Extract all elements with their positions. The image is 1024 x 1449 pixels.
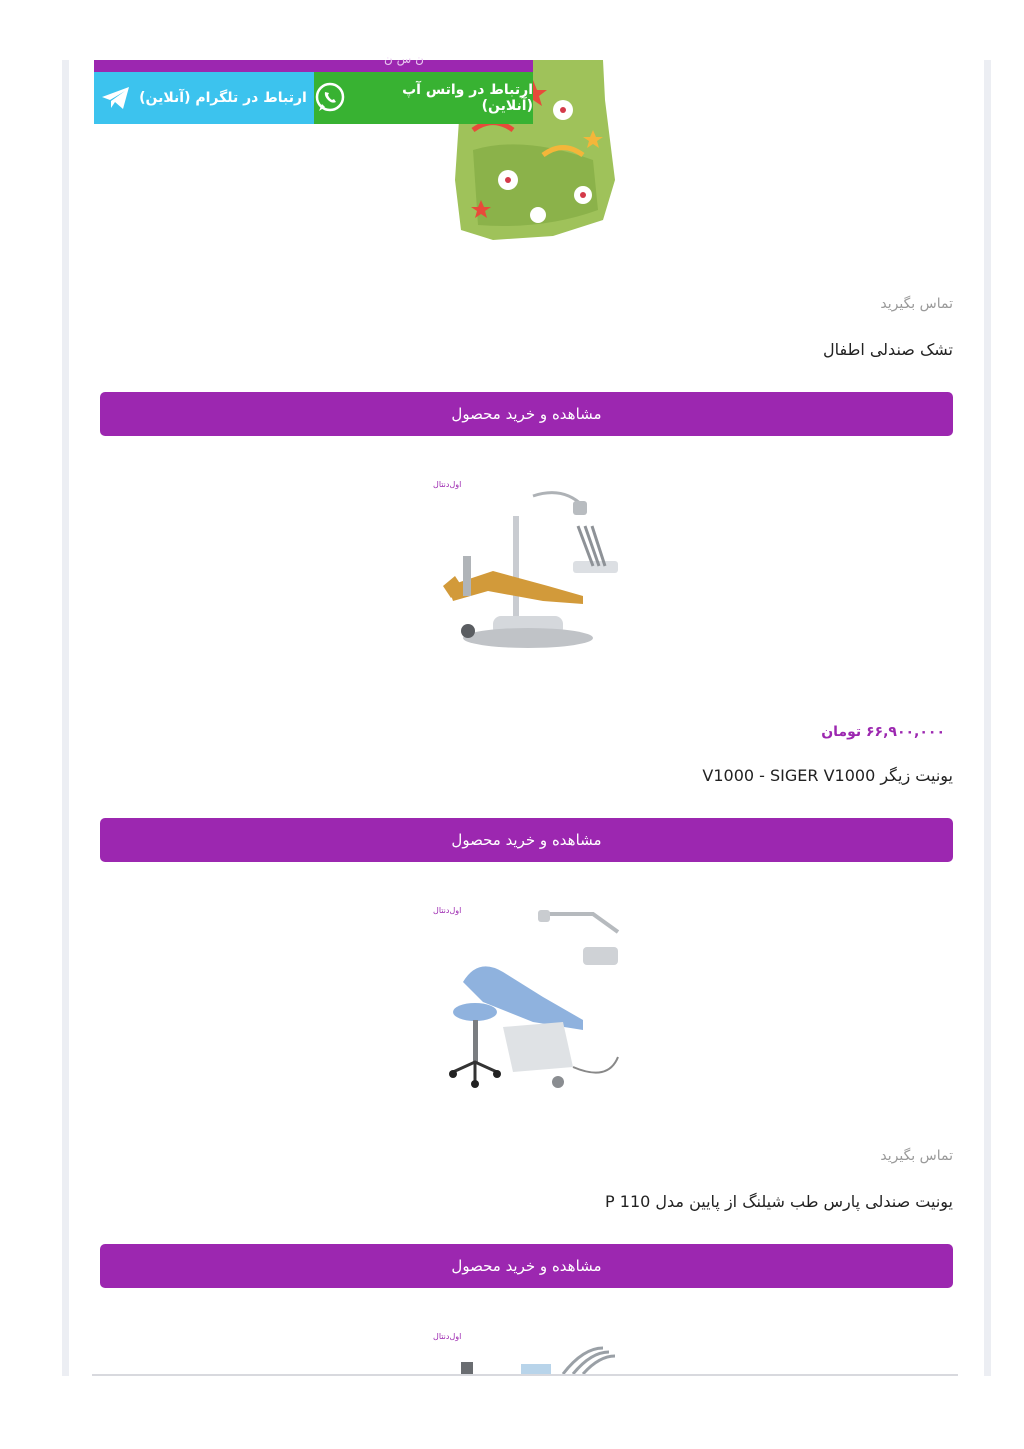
view-and-buy-button[interactable]: مشاهده و خرید محصول bbox=[100, 1244, 953, 1288]
product-price: تماس بگیرید bbox=[880, 1148, 953, 1164]
brand-watermark: اول‌دنتال bbox=[433, 480, 462, 489]
frame-right bbox=[984, 60, 991, 1376]
whatsapp-contact-button[interactable] bbox=[314, 72, 533, 124]
brand-watermark: اول‌دنتال bbox=[433, 1332, 462, 1341]
whatsapp-icon bbox=[314, 82, 346, 114]
telegram-contact-button[interactable] bbox=[94, 72, 314, 124]
product-title[interactable]: یونیت صندلی پارس طب شیلنگ از پایین مدل P 110 bbox=[605, 1192, 953, 1211]
product-image-pars-teb-unit[interactable] bbox=[433, 902, 623, 1094]
product-price: تماس بگیرید bbox=[880, 296, 953, 312]
view-and-buy-button[interactable]: مشاهده و خرید محصول bbox=[100, 818, 953, 862]
product-image-partial-unit[interactable] bbox=[433, 1328, 623, 1374]
product-image-siger-unit[interactable] bbox=[433, 476, 623, 668]
product-price: ۶۶,۹۰۰,۰۰۰ تومان bbox=[821, 724, 945, 740]
floating-contact-bar bbox=[94, 52, 533, 124]
view-and-buy-button[interactable]: مشاهده و خرید محصول bbox=[100, 392, 953, 436]
telegram-label: ارتباط در تلگرام (آنلاین) bbox=[139, 90, 307, 106]
whatsapp-label: ارتباط در واتس آپ (آنلاین) bbox=[402, 82, 533, 114]
product-title[interactable]: تشک صندلی اطفال bbox=[822, 340, 953, 359]
frame-bottom bbox=[92, 1374, 958, 1376]
contact-bar-top-strip bbox=[94, 52, 533, 72]
frame-left bbox=[62, 60, 69, 1376]
brand-watermark: اول‌دنتال bbox=[433, 906, 462, 915]
telegram-icon bbox=[101, 86, 131, 110]
top-strip-text: ن س ن bbox=[384, 52, 424, 66]
product-title[interactable]: یونیت زیگر V1000 - SIGER V1000 bbox=[702, 766, 953, 785]
